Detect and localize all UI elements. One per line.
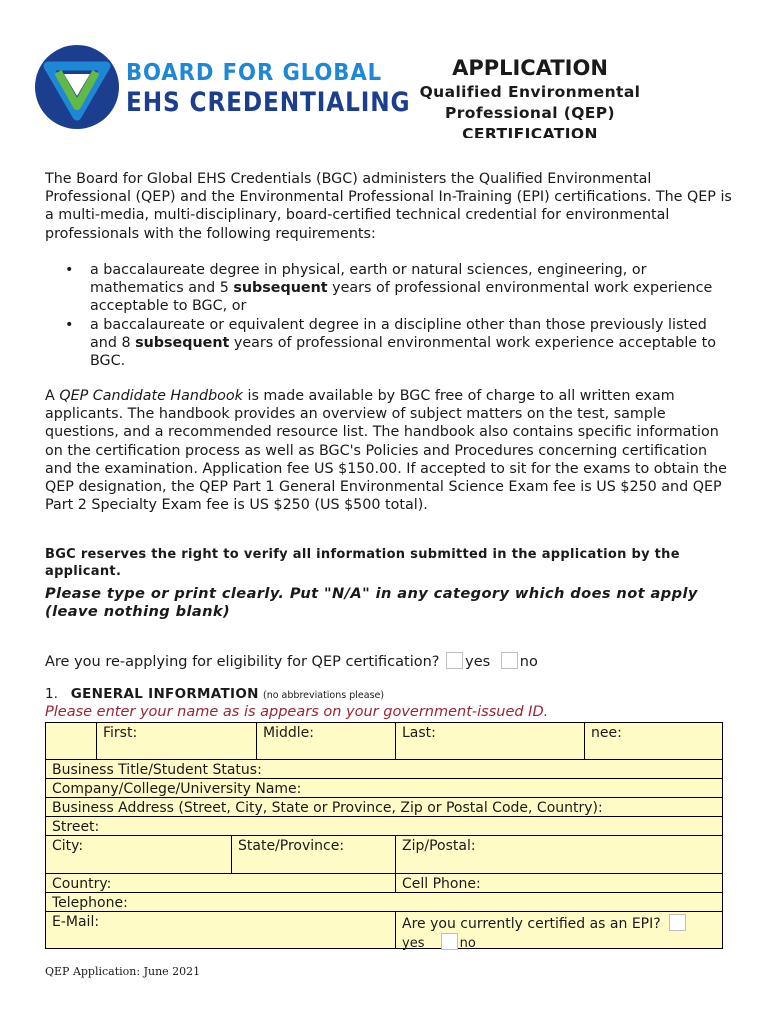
middle-name-label: Middle:: [263, 725, 314, 741]
reapply-question-row: [45, 652, 538, 670]
last-name-label: Last:: [402, 725, 436, 741]
requirement-emphasis: subsequent: [135, 334, 230, 351]
requirement-text: a baccalaureate or equivalent degree in a discipline other than those previously listed and 8: [90, 316, 707, 351]
reapply-no-checkbox[interactable]: [501, 652, 518, 669]
country-field[interactable]: [46, 874, 395, 892]
city-label: City:: [52, 838, 84, 854]
epi-checkbox[interactable]: [669, 914, 686, 931]
handbook-text: is made available by BGC free of charge to all written exam applicants. The handbook provides an overview of subject matters on the test, sample questions, and a recommended resource list. The handbook also contains specific information on the certification process as well as BGC's Policies and Procedures concerning certification and the examination. Application fee US $150.00. If accepted to sit for the exams to obtain the QEP designation, the QEP Part 1 General Environmental Science Exam fee is US $250 and QEP Part 2 Specialty Exam fee is US $250 (US $500 total).: [45, 388, 727, 514]
state-field[interactable]: [231, 836, 395, 873]
reapply-no-label: no: [519, 654, 538, 670]
reapply-yes-label: yes: [465, 654, 491, 670]
business-title-label: Business Title/Student Status:: [52, 762, 262, 778]
handbook-prefix: A: [45, 388, 60, 404]
logo-line-2: EHS CREDENTIALING: [126, 87, 411, 118]
country-row: [45, 873, 723, 893]
nee-field[interactable]: [584, 723, 724, 759]
requirement-emphasis: subsequent: [233, 280, 328, 297]
email-field[interactable]: [46, 912, 395, 948]
nee-label: nee:: [591, 725, 622, 741]
requirement-text: years of professional environmental work experience acceptable to BGC, or: [90, 280, 713, 315]
section-note: (no abbreviations please): [263, 690, 385, 701]
requirements-list: [45, 261, 735, 370]
epi-question-cell: [395, 912, 722, 951]
subtitle-line-1: Qualified Environmental: [419, 83, 641, 101]
first-name-label: First:: [103, 725, 138, 741]
city-field[interactable]: [46, 836, 231, 873]
application-title-block: [395, 54, 665, 138]
telephone-field[interactable]: [45, 892, 723, 912]
middle-name-field[interactable]: [256, 723, 395, 759]
requirement-item: [45, 261, 735, 316]
subtitle-line-2: Professional (QEP): [444, 104, 616, 122]
business-title-field[interactable]: [45, 759, 723, 779]
company-field[interactable]: [45, 778, 723, 798]
zip-field[interactable]: [395, 836, 722, 873]
section-number: 1.: [45, 686, 58, 702]
requirement-text: years of professional environmental work experience acceptable to BGC.: [90, 334, 716, 370]
page-title: APPLICATION: [452, 56, 608, 80]
cell-phone-label: Cell Phone:: [402, 876, 481, 892]
bgc-logo-mark: [34, 44, 120, 130]
company-label: Company/College/University Name:: [52, 781, 302, 797]
requirement-item: [45, 316, 735, 371]
email-row: [45, 911, 723, 949]
telephone-label: Telephone:: [52, 895, 128, 911]
requirement-text: a baccalaureate degree in physical, earth or natural sciences, engineering, or mathematics and 5: [90, 262, 647, 297]
logo-line-1: BOARD FOR GLOBAL: [126, 60, 383, 86]
name-row: [45, 722, 723, 760]
intro-paragraph: The Board for Global EHS Credentials (BGC) administers the Qualified Environmental Professional (QEP) and the Environmental Professional In-Training (EPI) certifications. The QEP is a multi-media, multi-disciplinary, board-certified technical credential for environmental professionals with the following requirements:: [45, 171, 732, 242]
name-prefix-field[interactable]: [46, 723, 96, 759]
state-label: State/Province:: [238, 838, 345, 854]
cell-phone-field[interactable]: [395, 874, 722, 892]
handbook-paragraph: [45, 387, 735, 514]
subtitle-line-3: CERTIFICATION: [462, 125, 598, 138]
footer-text: QEP Application: June 2021: [45, 965, 201, 978]
reserve-notice: BGC reserves the right to verify all information submitted in the application by the applicant.: [45, 547, 680, 579]
reapply-question: Are you re-applying for eligibility for QEP certification?: [45, 654, 440, 670]
instructions: Please type or print clearly. Put "N/A" in any category which does not apply (leave nothing blank): [45, 585, 698, 620]
email-label: E-Mail:: [52, 914, 100, 930]
street-field[interactable]: [45, 816, 723, 836]
last-name-field[interactable]: [395, 723, 584, 759]
business-address-label: Business Address (Street, City, State or Province, Zip or Postal Code, Country):: [52, 800, 603, 816]
first-name-field[interactable]: [96, 723, 256, 759]
epi-yes-label: yes: [402, 936, 425, 951]
street-label: Street:: [52, 819, 100, 835]
city-row: [45, 835, 723, 874]
epi-question: Are you currently certified as an EPI?: [402, 916, 661, 932]
gov-id-note: Please enter your name as is appears on your government-issued ID.: [45, 704, 549, 720]
business-address-row: [45, 797, 723, 817]
handbook-title: QEP Candidate Handbook: [59, 388, 243, 404]
reapply-yes-checkbox[interactable]: [446, 652, 463, 669]
zip-label: Zip/Postal:: [402, 838, 476, 854]
section-title: GENERAL INFORMATION: [70, 686, 259, 702]
country-label: Country:: [52, 876, 112, 892]
section-heading: [45, 686, 384, 702]
epi-no-label: no: [459, 936, 476, 951]
triangle-logo-icon: [34, 44, 120, 130]
epi-no-checkbox[interactable]: [441, 933, 458, 950]
